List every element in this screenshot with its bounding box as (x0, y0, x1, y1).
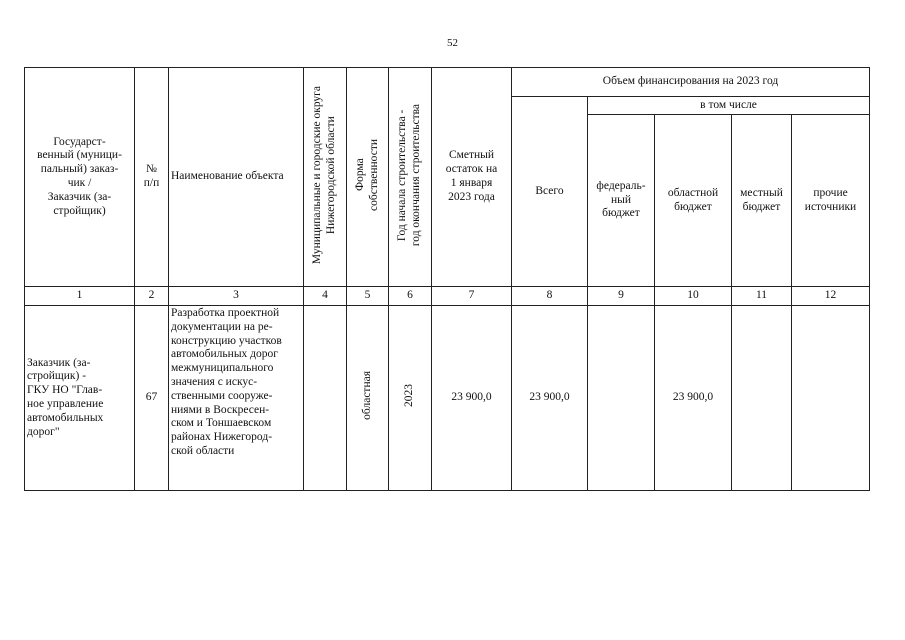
column-number: 5 (347, 287, 389, 306)
page-number: 52 (447, 37, 458, 49)
cell-customer: Заказчик (за- стройщик) - ГКУ НО "Глав- ное управление автомобильных дорог" (25, 306, 135, 491)
column-number-row (25, 287, 870, 306)
cell-ownership (347, 306, 389, 491)
column-number: 2 (135, 287, 169, 306)
table-row (25, 306, 870, 491)
header-financing-group: Объем финансирования на 2023 год (512, 68, 870, 97)
cell-ownership-text: областная (360, 371, 373, 421)
header-federal: федераль- ный бюджет (588, 115, 655, 287)
column-number: 1 (25, 287, 135, 306)
header-total: Всего (512, 97, 588, 287)
cell-municipality (304, 306, 347, 491)
header-customer: Государст- венный (муници- пальный) заказ- чик / Заказчик (за- стройщик) (25, 68, 135, 287)
cell-number: 67 (135, 306, 169, 491)
header-object-name-text: Наименование объекта (171, 170, 284, 183)
column-number: 12 (792, 287, 870, 306)
cell-object-name: Разработка проектной документации на ре- конструкцию участков автомобильных дорог межмуниципального значения с искус- ственными сооруже- ниями в Воскресен- ском и Тоншаевском районах Нижегород- ской области (169, 306, 304, 491)
column-number: 11 (732, 287, 792, 306)
header-years (389, 68, 432, 287)
header-years-text: Год начала строительства - год окончания строительства (396, 103, 422, 246)
header-ownership (347, 68, 389, 287)
column-number: 10 (655, 287, 732, 306)
column-number: 8 (512, 287, 588, 306)
cell-years (389, 306, 432, 491)
header-estimated-balance: Сметный остаток на 1 января 2023 года (432, 68, 512, 287)
header-local: местный бюджет (732, 115, 792, 287)
column-number: 9 (588, 287, 655, 306)
header-including: в том числе (588, 97, 870, 115)
header-ownership-text: Форма собственности (353, 138, 380, 211)
header-row-top (25, 68, 870, 97)
cell-local (732, 306, 792, 491)
financing-table (24, 67, 870, 491)
header-municipality-text: Муниципальные и городские округа Нижегородской области (311, 85, 337, 264)
cell-estimated-balance: 23 900,0 (432, 306, 512, 491)
header-municipality (304, 68, 347, 287)
header-number: № п/п (135, 68, 169, 287)
header-regional: областной бюджет (655, 115, 732, 287)
column-number: 3 (169, 287, 304, 306)
header-other: прочие источники (792, 115, 870, 287)
cell-years-text: 2023 (403, 384, 416, 408)
cell-federal (588, 306, 655, 491)
column-number: 7 (432, 287, 512, 306)
column-number: 6 (389, 287, 432, 306)
cell-total: 23 900,0 (512, 306, 588, 491)
cell-regional: 23 900,0 (655, 306, 732, 491)
column-number: 4 (304, 287, 347, 306)
cell-other (792, 306, 870, 491)
header-object-name (169, 68, 304, 287)
